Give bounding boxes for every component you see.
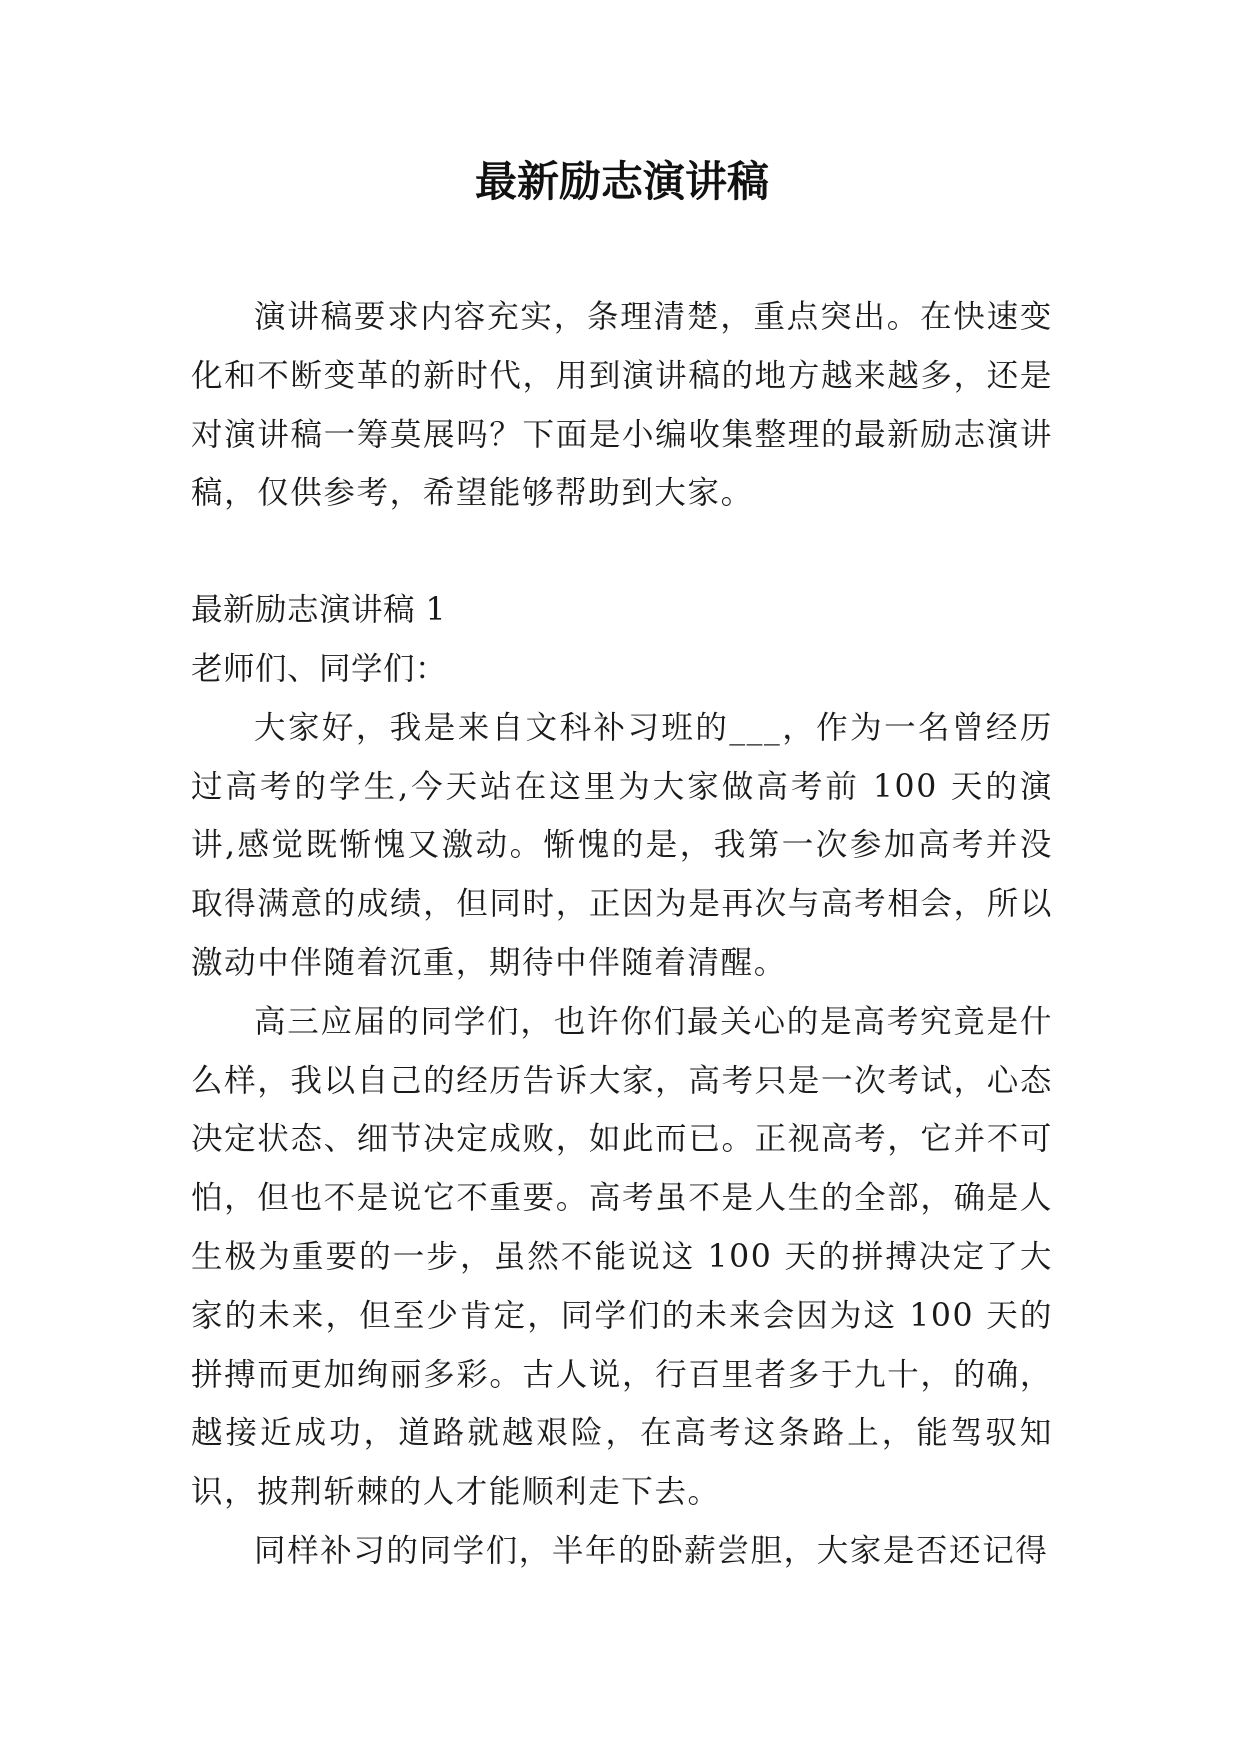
document-body xyxy=(191,288,1053,1581)
paragraph-spacer xyxy=(191,523,1053,581)
document-title: 最新励志演讲稿 xyxy=(474,157,769,206)
body-paragraph-3: 同样补习的同学们，半年的卧薪尝胆，大家是否还记得 xyxy=(254,1532,1049,1569)
salutation: 老师们、同学们： xyxy=(191,650,448,687)
body-paragraph-2: 高三应届的同学们，也许你们最关心的是高考究竟是什么样，我以自己的经历告诉大家，高考只是一次考试，心态决定状态、细节决定成败，如此而已。正视高考，它并不可怕，但也不是说它不重要。高考虽不是人生的全部，确是人生极为重要的一步，虽然不能说这 100 天的拼搏决定了大家的未来，但至少肯定，同学们的未来会因为这 100 天的拼搏而更加绚丽多彩。古人说，行百里者多于九十，的确，越接近成功，道路就越艰险，在高考这条路上，能驾驭知识，披荆斩棘的人才能顺利走下去。 xyxy=(191,1003,1053,1511)
intro-paragraph: 演讲稿要求内容充实，条理清楚，重点突出。在快速变化和不断变革的新时代，用到演讲稿的地方越来越多，还是对演讲稿一筹莫展吗？下面是小编收集整理的最新励志演讲稿，仅供参考，希望能够帮助到大家。 xyxy=(191,299,1053,512)
section-heading: 最新励志演讲稿 1 xyxy=(191,592,447,629)
body-paragraph-1: 大家好，我是来自文科补习班的___，作为一名曾经历过高考的学生,今天站在这里为大家做高考前 100 天的演讲,感觉既惭愧又激动。惭愧的是，我第一次参加高考并没取得满意的成绩，但同时，正因为是再次与高考相会，所以激动中伴随着沉重，期待中伴随着清醒。 xyxy=(191,709,1053,981)
